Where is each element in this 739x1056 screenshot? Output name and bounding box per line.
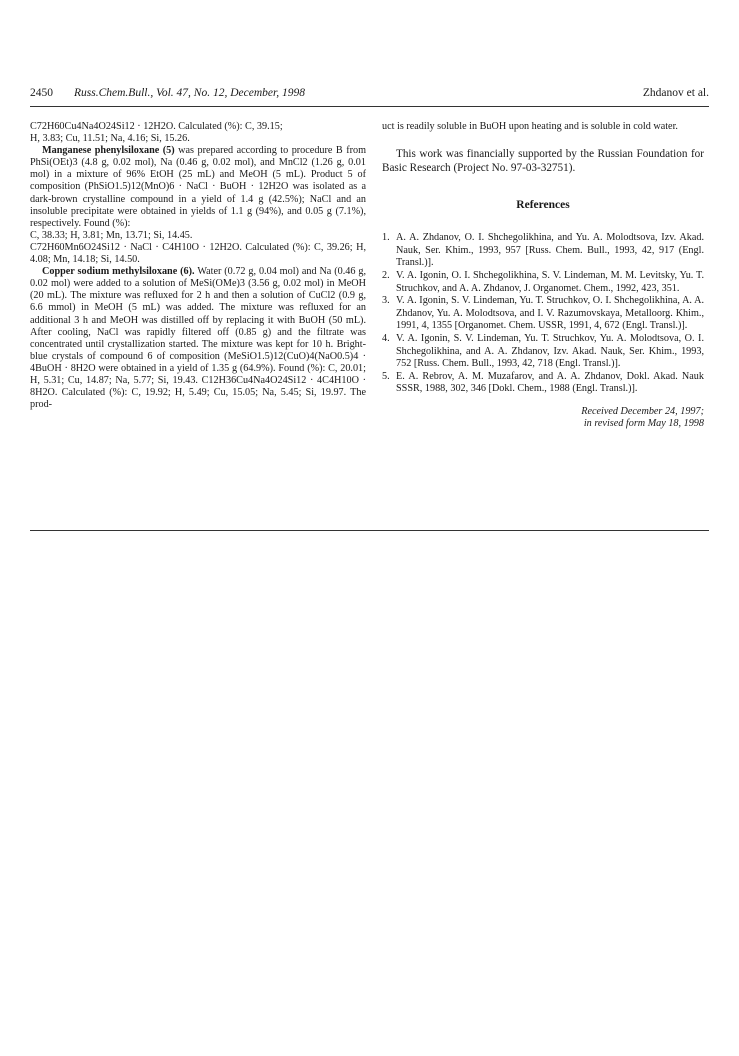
copper-heading: Copper sodium methylsiloxane (6). [42, 266, 195, 278]
reference-text: V. A. Igonin, O. I. Shchegolikhina, S. V. Lindeman, M. M. Levitsky, Yu. T. Struchkov, and A. A. Zhdanov, J. Organomet. Chem., 1992, 423, 351. [396, 269, 704, 294]
continuation-text: uct is readily soluble in BuOH upon heating and is soluble in cold water. [382, 121, 678, 132]
reference-text: V. A. Igonin, S. V. Lindeman, Yu. T. Struchkov, O. I. Shchegolikhina, A. A. Zhdanov, Yu. A. Molodtsova, and I. V. Razumovskaya, Metalloorg. Khim., 1991, 4, 1355 [Organomet. Chem. USSR, 1991, 4, 672 (Engl. Transl.)]. [396, 295, 704, 332]
left-column [30, 121, 366, 411]
copper-text: Water (0.72 g, 0.04 mol) and Na (0.46 g, 0.02 mol) were added to a solution of MeSi(OMe)3 (3.56 g, 0.02 mol) in MeOH (20 mL). The mixture was refluxed for 2 h and then a solution of CuCl2 (0.9 g, 6.6 mmol) in MeOH (5 mL) was added. The mixture was refluxed for an additional 3 h and MeOH was distilled off by replacing it with BuOH (50 mL). After cooling, NaCl was rapidly filtered off (0.85 g) and the filtrate was concentrated until crystallization started. The mixture was kept for 10 h. Bright-blue crystals of compound 6 of composition (MeSiO1.5)12(CuO)4(NaO0.5)4 · 4BuOH · 8H2O were obtained in a yield of 1.35 g (64.9%). Found (%): C, 20.01; H, 5.31; Cu, 14.87; Na, 5.77; Si, 19.43. C12H36Cu4Na4O24Si12 · 4C4H10O · 8H2O. Calculated (%): C, 19.92; H, 5.49; Cu, 15.05; Na, 5.45; Si, 19.97. The prod- [30, 266, 366, 411]
manganese-text: was prepared according to procedure B from PhSi(OEt)3 (4.8 g, 0.02 mol), Na (0.46 g, 0.02 mol), and MnCl2 (1.26 g, 0.01 mol) in a mixture of 96% EtOH (25 mL) and MeOH (5 mL). Product 5 of composition (PhSiO1.5)12(MnO)6 · NaCl · BuOH · 12H2O was isolated as a dark-brown crystalline compound in a yield of 1.4 g (42.5%); NaCl and an insoluble precipitate were obtained in yields of 1.1 g (94%), and 0.05 g (7.1%), respectively. Found (%): [30, 145, 367, 229]
manganese-calculated: C72H60Mn6O24Si12 · NaCl · C4H10O · 12H2O. Calculated (%): C, 39.26; H, 4.08; Mn, 14.18; Si, 14.50. [30, 241, 366, 266]
reference-item [382, 333, 704, 371]
acknowledgment: This work was financially supported by the Russian Foundation for Basic Research (Project No. 97-03-32751). [382, 148, 704, 175]
received-dates [382, 406, 704, 431]
reference-number: 1. [382, 232, 390, 244]
reference-text: V. A. Igonin, S. V. Lindeman, Yu. T. Struchkov, Yu. A. Molodtsova, O. I. Shchegolikhina, and A. A. Zhdanov, Izv. Akad. Nauk, Ser. Khim., 1993, 752 [Russ. Chem. Bull., 1993, 42, 718 (Engl. Transl.)]. [396, 332, 704, 370]
revised-date: in revised form May 18, 1998 [583, 418, 704, 430]
copper-paragraph [30, 266, 366, 411]
running-header [30, 87, 709, 105]
footer-rule [30, 530, 709, 531]
running-authors: Zhdanov et al. [642, 87, 709, 99]
intro-line-2: H, 3.83; Cu, 11.51; Na, 4.16; Si, 15.26. [30, 133, 190, 145]
manganese-heading: Manganese phenylsiloxane (5) [42, 145, 175, 157]
reference-number: 2. [382, 269, 390, 281]
reference-item [382, 295, 704, 333]
reference-number: 3. [382, 295, 390, 307]
reference-text: E. A. Rebrov, A. M. Muzafarov, and A. A. Zhdanov, Dokl. Akad. Nauk SSSR, 1988, 302, 346 [Dokl. Chem., 1988 (Engl. Transl.)]. [396, 370, 704, 395]
journal-citation: Russ.Chem.Bull., Vol. 47, No. 12, December, 1998 [74, 87, 305, 99]
intro-line-1: C72H60Cu4Na4O24Si12 · 12H2O. Calculated (%): C, 39.15; [30, 121, 283, 132]
reference-text: A. A. Zhdanov, O. I. Shchegolikhina, and Yu. A. Molodtsova, Izv. Akad. Nauk, Ser. Khim., 1993, 957 [Russ. Chem. Bull., 1993, 42, 917 (Engl. Transl.)]. [396, 232, 704, 269]
manganese-found: C, 38.33; H, 3.81; Mn, 13.71; Si, 14.45. [30, 229, 193, 241]
reference-item [382, 270, 704, 295]
reference-item [382, 232, 704, 270]
right-column [382, 121, 704, 431]
page-number: 2450 [30, 87, 53, 99]
reference-item [382, 371, 704, 396]
header-rule [30, 106, 709, 107]
manganese-paragraph [30, 145, 366, 230]
reference-number: 5. [382, 370, 390, 382]
received-date: Received December 24, 1997; [581, 405, 704, 417]
reference-number: 4. [382, 332, 390, 344]
references-heading: References [516, 199, 570, 212]
